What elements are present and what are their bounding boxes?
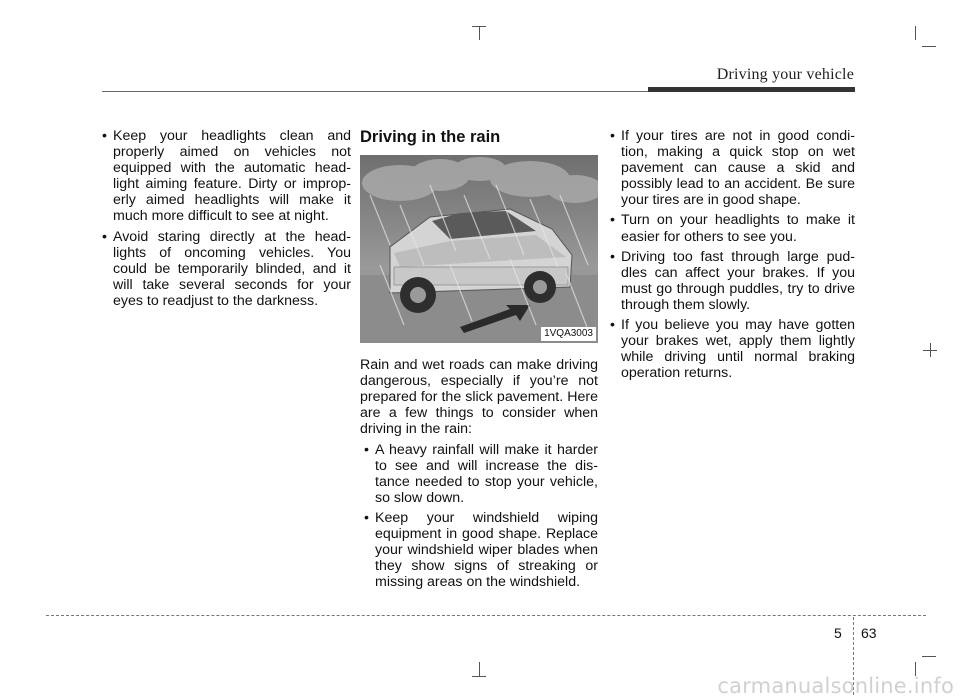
bullet-list [606,128,855,381]
footer-rule [46,615,926,616]
list-item: • If your tires are not in good condi-tion, making a quick stop on wet pavement can cause a skid and possibly lead to an accident. Be sure your tires are in good shape. [606,128,855,208]
rain-driving-illustration [360,155,598,343]
bullet-list [360,442,598,591]
car-in-rain-image [360,155,598,343]
bullet-list [98,128,351,309]
list-item: • Driving too fast through large pud-dles can affect your brakes. If you must go through puddles, try to drive through them slowly. [606,249,855,313]
column-right [606,128,855,385]
list-item: • Avoid staring directly at the head-lights of oncoming vehicles. You could be temporarily blinded, and it will take several seconds for your eyes to readjust to the darkness. [98,229,351,309]
column-left [98,128,351,313]
page-number: 63 [861,625,877,641]
figure-code-label: 1VQA3003 [541,327,596,341]
list-item: • Keep your headlights clean and properly aimed on vehicles not equipped with the automatic head-light aiming feature. Dirty or improp-erly aimed headlights will make it much more difficult to see at night. [98,128,351,225]
list-item: • A heavy rainfall will make it harder to see and will increase the dis-tance needed to stop your vehicle, so slow down. [360,442,598,506]
intro-paragraph: Rain and wet roads can make driving dangerous, especially if you’re not prepared for the slick pavement. Here are a few things to consider when driving in the rain: [360,357,598,438]
watermark: carmanualsonline.info [717,674,954,698]
list-item: • Keep your windshield wiping equipment in good shape. Replace your windshield wiper blades when they show signs of streaking or missing areas on the windshield. [360,510,598,590]
list-item: • Turn on your headlights to make it easier for others to see you. [606,212,855,244]
running-header-title: Driving your vehicle [716,66,854,83]
column-middle [360,128,598,594]
section-heading: Driving in the rain [360,128,501,146]
header-rule-accent [648,87,855,92]
chapter-number: 5 [834,625,842,641]
list-item: • If you believe you may have gotten your brakes wet, apply them lightly while driving until normal braking operation returns. [606,317,855,381]
